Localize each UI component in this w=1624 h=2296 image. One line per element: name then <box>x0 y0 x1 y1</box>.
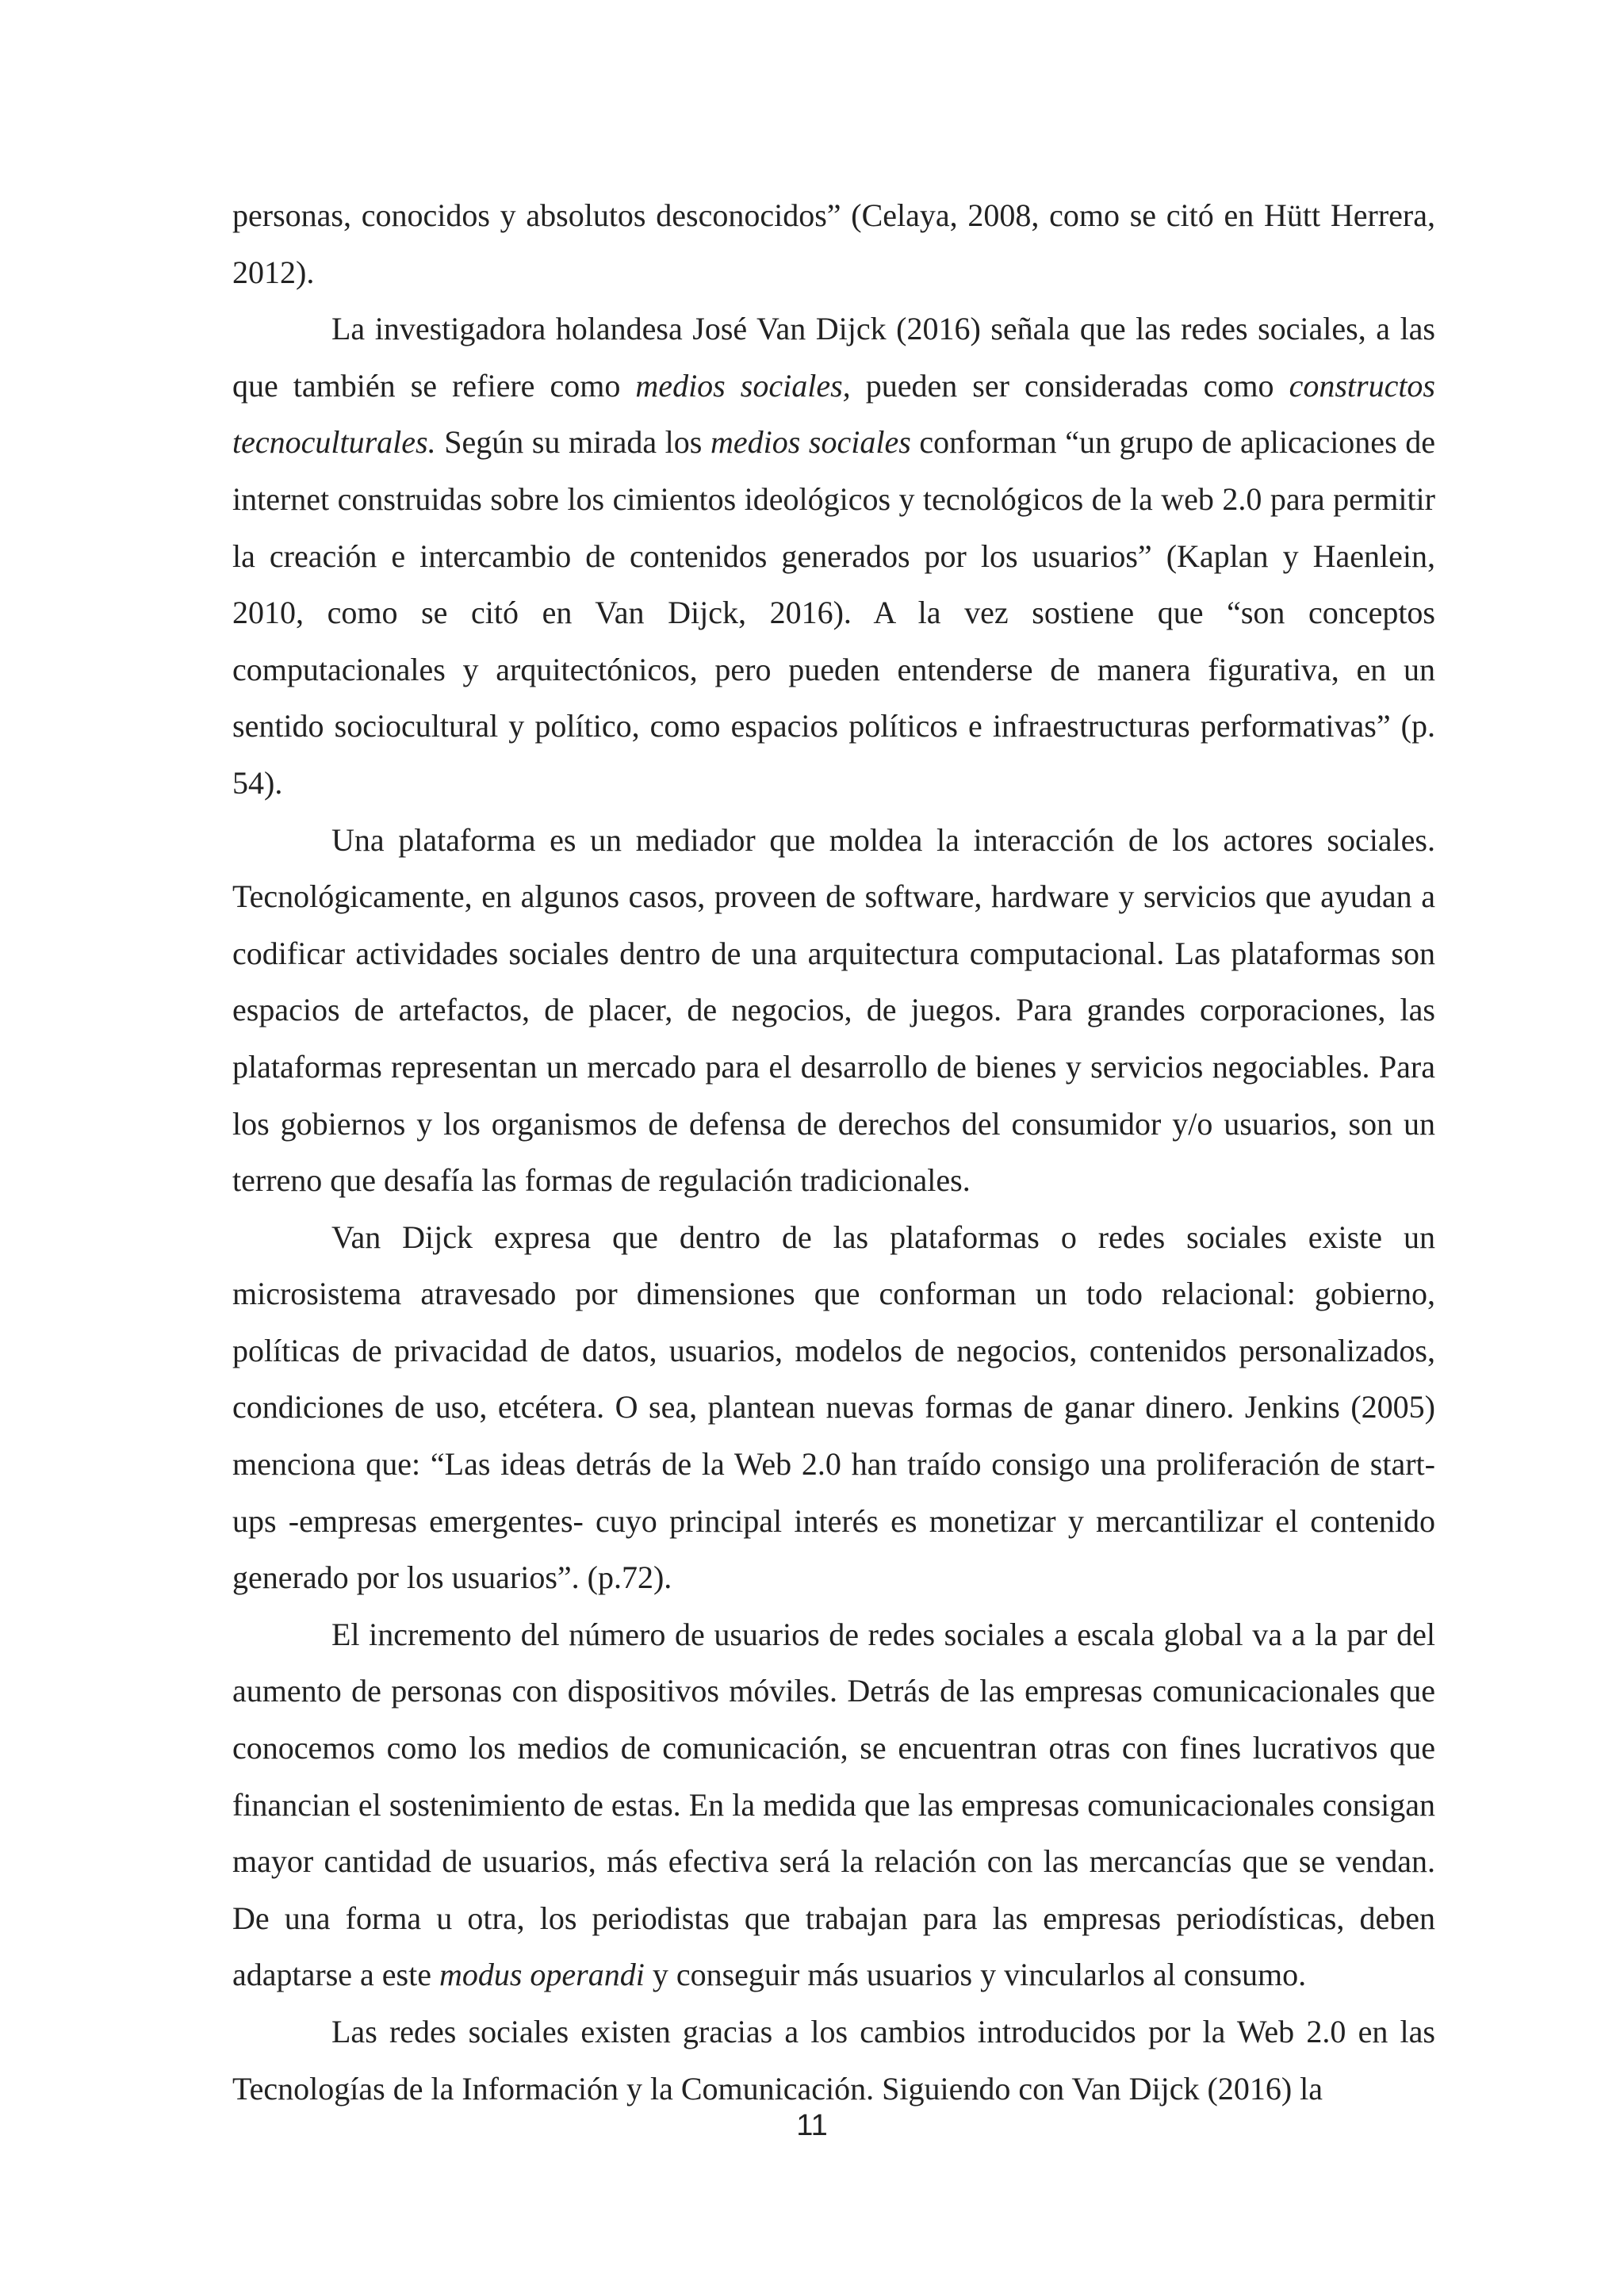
text-run: Una plataforma es un mediador que moldea la interacción de los actores sociales. Tecnológicamente, en algunos casos, proveen de software, hardware y servicios que ayudan a codificar actividades sociales dentro de una arquitectura computacional. Las plataformas son espacios de artefactos, de placer, de negocios, de juegos. Para grandes corporaciones, las plataformas representan un mercado para el desarrollo de bienes y servicios negociables. Para los gobiernos y los organismos de defensa de derechos del consumidor y/o usuarios, son un terreno que desafía las formas de regulación tradicionales. <box>232 821 1435 1199</box>
text-run: pueden ser consideradas como <box>850 367 1289 404</box>
text-run: Van Dijck expresa que dentro de las plataformas o redes sociales existe un microsistema atravesado por dimensiones que conforman un todo relacional: gobierno, políticas de privacidad de datos, usuarios, modelos de negocios, contenidos personalizados, condiciones de uso, etcétera. O sea, plantean nuevas formas de ganar dinero. Jenkins (2005) menciona que: “Las ideas detrás de la Web 2.0 han traído consigo una proliferación de start-ups -empresas emergentes- cuyo principal interés es monetizar y mercantilizar el contenido generado por los usuarios”. (p.72). <box>232 1219 1435 1596</box>
paragraph <box>232 300 1435 811</box>
text-run: La investigadora holandesa José Van Dijck (2016) señala que las redes sociales, a las que también se refiere como <box>232 311 1435 404</box>
paragraph <box>232 2003 1435 2117</box>
text-run: conforman “un grupo de aplicaciones de internet construidas sobre los cimientos ideológicos y tecnológicos de la web 2.0 para permitir la creación e intercambio de contenidos generados por los usuarios” (Kaplan y Haenlein, 2010, como se citó en Van Dijck, 2016). A la vez sostiene que “son conceptos computacionales y arquitectónicos, pero pueden entenderse de manera figurativa, en un sentido sociocultural y político, como espacios políticos e infraestructuras performativas” (p. 54). <box>232 424 1435 801</box>
italic-term: medios sociales, <box>635 367 851 404</box>
text-run: personas, conocidos y absolutos desconocidos” (Celaya, 2008, como se citó en Hütt Herrera, 2012). <box>232 197 1435 290</box>
italic-term: modus operandi <box>439 1957 645 1993</box>
paragraph <box>232 1606 1435 2003</box>
italic-term: medios sociales <box>710 424 911 461</box>
paragraph <box>232 812 1435 1209</box>
page-number: 11 <box>796 2109 828 2142</box>
text-run: El incremento del número de usuarios de redes sociales a escala global va a la par del aumento de personas con dispositivos móviles. Detrás de las empresas comunicacionales que conocemos como los medios de comunicación, se encuentran otras con fines lucrativos que financian el sostenimiento de estas. En la medida que las empresas comunicacionales consigan mayor cantidad de usuarios, más efectiva será la relación con las mercancías que se vendan. De una forma u otra, los periodistas que trabajan para las empresas periodísticas, deben adaptarse a este <box>232 1616 1435 1993</box>
text-run: Según su mirada los <box>435 424 710 461</box>
paragraph <box>232 187 1435 300</box>
body-text <box>232 187 1435 2117</box>
text-run: y conseguir más usuarios y vincularlos al consumo. <box>644 1957 1307 1993</box>
paragraph <box>232 1209 1435 1606</box>
italic-term: constructos tecnoculturales. <box>232 367 1435 461</box>
text-run: Las redes sociales existen gracias a los cambios introducidos por la Web 2.0 en las Tecnologías de la Información y la Comunicación. Siguiendo con Van Dijck (2016) la <box>232 2014 1435 2107</box>
